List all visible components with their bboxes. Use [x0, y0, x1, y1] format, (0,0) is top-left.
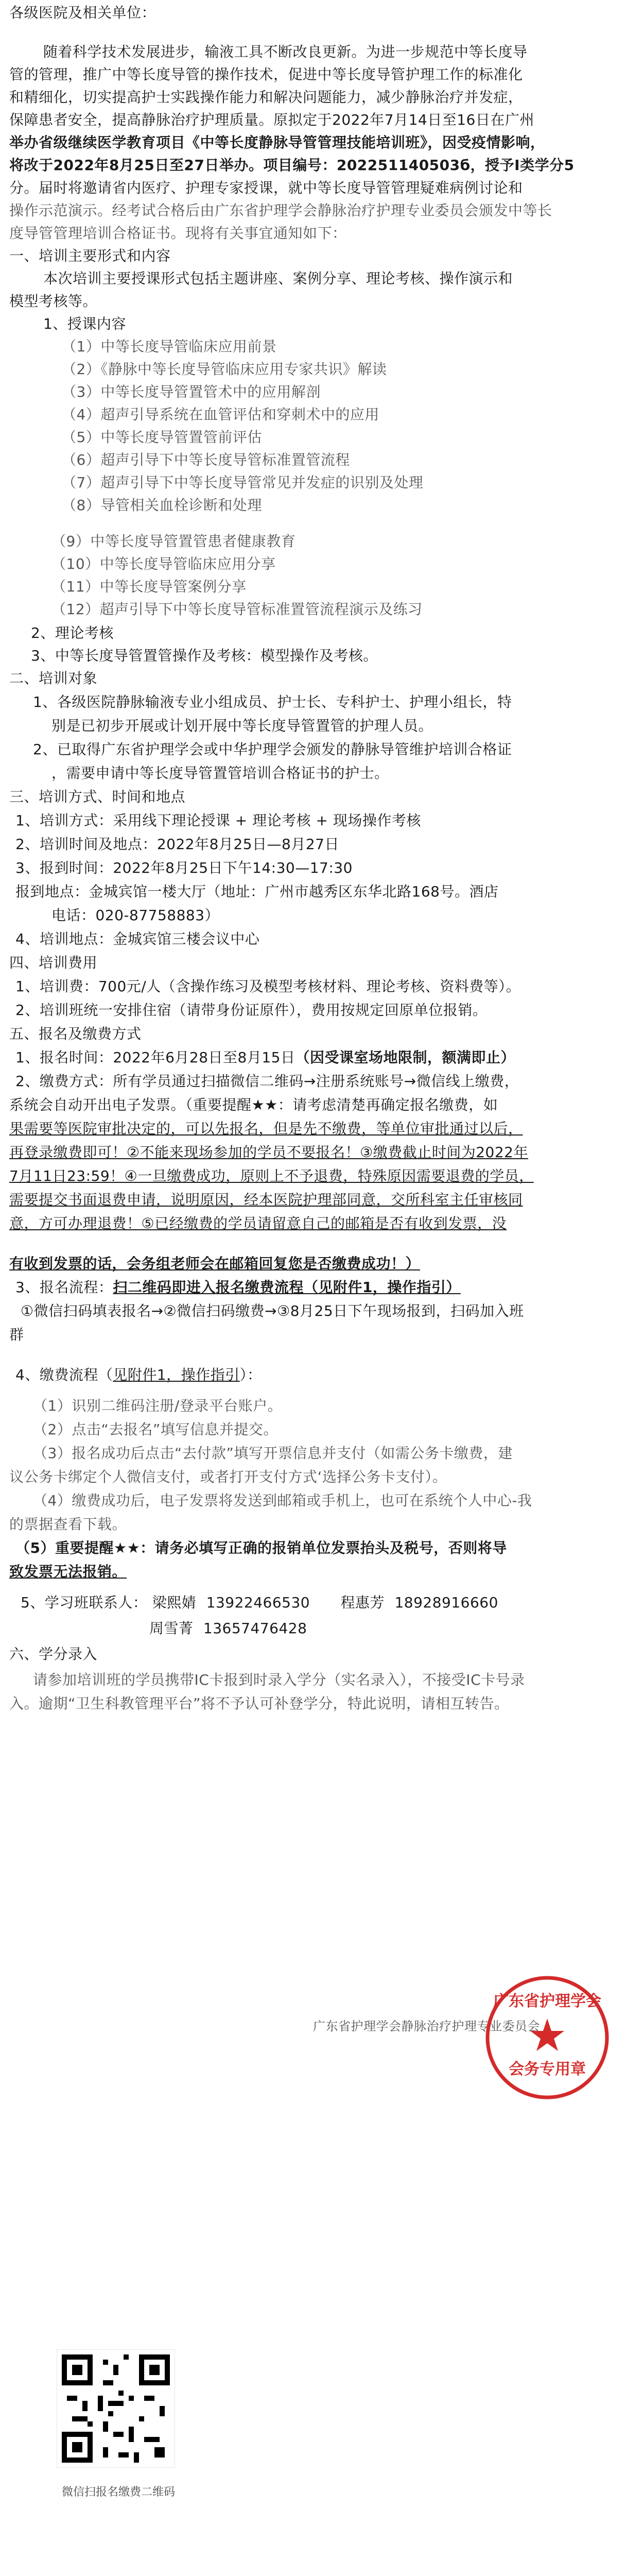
section-heading-3: 三、培训方式、时间和地点	[9, 788, 186, 805]
paragraph-line: 报到地点：金城宾馆一楼大厅（地址：广州市越秀区东华北路168号。酒店	[15, 883, 499, 900]
list-item: （7）超声引导下中等长度导管常见并发症的识别及处理	[62, 474, 424, 491]
registration-process-label: 3、报名流程：	[15, 1279, 113, 1296]
step-item: 的票据查看下载。	[9, 1516, 127, 1533]
paragraph-line: 1、各级医院静脉输液专业小组成员、护士长、专科护士、护理小组长，特	[33, 693, 512, 710]
intro-line: 保障患者安全，提高静脉治疗护理质量。原拟定于2022年7月14日至16日在广州	[9, 111, 534, 128]
fee-line: 有收到发票的话，会务组老师会在邮箱回复您是否缴费成功！）	[9, 1255, 421, 1272]
subheading: 2、理论考核	[31, 624, 114, 641]
fee-line: 7月11日23:59！④一旦缴费成功，原则上不予退费，特殊原因需要退费的学员，	[9, 1167, 534, 1184]
subheading: 1、授课内容	[43, 315, 126, 332]
paragraph-line: 4、培训地点：金城宾馆三楼会议中心	[15, 930, 260, 947]
important-reminder: （5）重要提醒★★：请务必填写正确的报销单位发票抬头及税号，否则将导	[15, 1539, 507, 1556]
paragraph-line: 本次培训主要授课形式包括主题讲座、案例分享、理论考核、操作演示和	[43, 270, 513, 287]
intro-line: 分。届时将邀请省内医疗、护理专家授课，就中等长度导管管理疑难病例讨论和	[9, 179, 523, 196]
payment-process-suffix: ）：	[239, 1366, 262, 1383]
svg-text:广东省护理学会: 广东省护理学会	[493, 1992, 601, 2010]
subheading: 3、中等长度导管置管操作及考核：模型操作及考核。	[31, 647, 378, 664]
section-heading-5: 五、报名及缴费方式	[9, 1025, 142, 1042]
list-item: （12）超声引导下中等长度导管标准置管流程演示及练习	[51, 601, 423, 618]
list-item: （9）中等长度导管置管患者健康教育	[51, 533, 296, 550]
paragraph-line: 入。逾期“卫生科教管理平台”将不予认可补登学分，特此说明，请相互转告。	[9, 1695, 509, 1712]
registration-process	[15, 1279, 461, 1296]
fee-line: 果需要等医院审批决定的，可以先报名，但是先不缴费，等单位审批通过以后，	[9, 1120, 523, 1137]
intro-line: 随着科学技术发展进步，输液工具不断改良更新。为进一步规范中等长度导	[43, 43, 528, 60]
contact-name: 程惠芳	[340, 1594, 385, 1611]
contact-name: 梁熙婧	[152, 1594, 197, 1611]
list-item: （6）超声引导下中等长度导管标准置管流程	[62, 451, 350, 468]
step-item: （1）识别二维码注册/登录平台账户。	[33, 1397, 283, 1414]
registration-qr-code[interactable]	[57, 2349, 175, 2468]
fee-line: 系统会自动开出电子发票。（重要提醒★★：请考虑清楚再确定报名缴费，如	[9, 1096, 498, 1113]
contact-phone[interactable]: 13657476428	[203, 1620, 307, 1637]
intro-line: 度导管管理培训合格证书。现将有关事宜通知如下：	[9, 225, 347, 242]
list-item: （2）《静脉中等长度导管临床应用专家共识》解读	[62, 361, 387, 378]
paragraph-line: 2、培训班统一安排住宿（请带身份证原件），费用按规定回原单位报销。	[15, 1002, 488, 1019]
step-item: （2）点击“去报名”填写信息并提交。	[33, 1421, 278, 1438]
intro-line: 将改于2022年8月25日至27日举办。项目编号：202251140503б，授予Ⅰ类学分5	[9, 157, 575, 174]
greeting: 各级医院及相关单位：	[9, 4, 156, 21]
payment-process	[15, 1366, 262, 1384]
registration-time	[15, 1049, 515, 1066]
list-item: （1）中等长度导管临床应用前景	[62, 338, 277, 355]
important-reminder: 致发票无法报销。	[9, 1563, 127, 1580]
list-item: （10）中等长度导管临床应用分享	[51, 555, 276, 572]
intro-line: 和精细化，切实提高护士实践操作能力和解决问题能力，减少静脉治疗并发症，	[9, 89, 523, 106]
paragraph-line: 2、培训时间及地点：2022年8月25日—8月27日	[15, 836, 339, 853]
section-heading-1: 一、培训主要形式和内容	[9, 247, 171, 264]
registration-limit-note: （因受课室场地限制，额满即止）	[295, 1049, 515, 1066]
paragraph-line: 1、培训费：700元/人（含操作练习及模型考核材料、理论考核、资料费等）。	[15, 978, 521, 995]
list-item: （11）中等长度导管案例分享	[51, 578, 247, 595]
intro-line: 管的管理，推广中等长度导管的操作技术，促进中等长度导管护理工作的标准化	[9, 66, 523, 83]
payment-guide-link[interactable]: 见附件1，操作指引	[113, 1366, 240, 1383]
section-heading-2: 二、培训对象	[9, 670, 98, 687]
step-item: （4）缴费成功后，电子发票将发送到邮箱或手机上，也可在系统个人中心-我	[33, 1492, 532, 1509]
fee-line: 意，方可办理退费！⑤已经缴费的学员请留意自己的邮箱是否有收到发票，没	[9, 1215, 507, 1232]
paragraph-line: 2、已取得广东省护理学会或中华护理学会颁发的静脉导管维护培训合格证	[33, 741, 512, 758]
list-item: （3）中等长度导管置管术中的应用解剖	[62, 383, 321, 400]
paragraph-line: 别是已初步开展或计划开展中等长度导管置管的护理人员。	[51, 717, 433, 734]
fee-line: 需要提交书面退费申请，说明原因，经本医院护理部同意，交所科室主任审核同	[9, 1191, 523, 1208]
paragraph-line: 电话：020-87758883）	[51, 907, 220, 924]
paragraph-line: ①微信扫码填表报名→②微信扫码缴费→③8月25日下午现场报到，扫码加入班	[21, 1302, 524, 1319]
fee-line: 2、缴费方式：所有学员通过扫描微信二维码→注册系统账号→微信线上缴费，	[15, 1073, 519, 1090]
registration-time-text: 1、报名时间：2022年6月28日至8月15日	[15, 1049, 295, 1066]
list-item: （5）中等长度导管置管前评估	[62, 429, 262, 446]
svg-text:会务专用章: 会务专用章	[509, 2060, 586, 2078]
section-heading-4: 四、培训费用	[9, 954, 98, 971]
contact-name: 周雪菁	[149, 1620, 194, 1637]
payment-process-label: 4、缴费流程（	[15, 1366, 113, 1383]
contact-label: 5、学习班联系人：	[21, 1594, 148, 1611]
contact-phone[interactable]: 13922466530	[206, 1594, 310, 1611]
paragraph-line: 3、报到时间：2022年8月25日下午14:30—17:30	[15, 859, 353, 876]
list-item: （8）导管相关血栓诊断和处理	[62, 497, 262, 514]
step-item: 议公务卡绑定个人微信支付，或者打开支付方式‘选择公务卡支付）。	[9, 1468, 447, 1485]
section-heading-6: 六、学分录入	[9, 1646, 98, 1663]
list-item: （4）超声引导系统在血管评估和穿刺术中的应用	[62, 406, 379, 423]
registration-process-link[interactable]: 扫二维码即进入报名缴费流程（见附件1，操作指引）	[113, 1279, 461, 1296]
paragraph-line: ，需要申请中等长度导管置管培训合格证书的护士。	[51, 765, 389, 782]
qr-caption: 微信扫报名缴费二维码	[62, 2486, 176, 2499]
paragraph-line: 群	[9, 1326, 24, 1343]
paragraph-line: 模型考核等。	[9, 293, 98, 310]
issuer-signature: 广东省护理学会静脉治疗护理专业委员会	[313, 2019, 540, 2033]
paragraph-line: 请参加培训班的学员携带IC卡报到时录入学分（实名录入），不接受IC卡号录	[33, 1671, 525, 1688]
contact-phone[interactable]: 18928916660	[394, 1594, 498, 1611]
contact-row	[21, 1594, 498, 1612]
intro-line: 操作示范演示。经考试合格后由广东省护理学会静脉治疗护理专业委员会颁发中等长	[9, 202, 552, 219]
intro-line: 举办省级继续医学教育项目《中等长度静脉导管管理技能培训班》，因受疫情影响，	[9, 134, 545, 151]
official-seal	[483, 1973, 612, 2102]
paragraph-line: 1、培训方式：采用线下理论授课 + 理论考核 + 现场操作考核	[15, 812, 421, 829]
fee-line: 再登录缴费即可！②不能来现场参加的学员不要报名！③缴费截止时间为2022年	[9, 1144, 528, 1161]
step-item: （3）报名成功后点击“去付款”填写开票信息并支付（如需公务卡缴费，建	[33, 1445, 513, 1462]
contact-row	[149, 1620, 307, 1637]
